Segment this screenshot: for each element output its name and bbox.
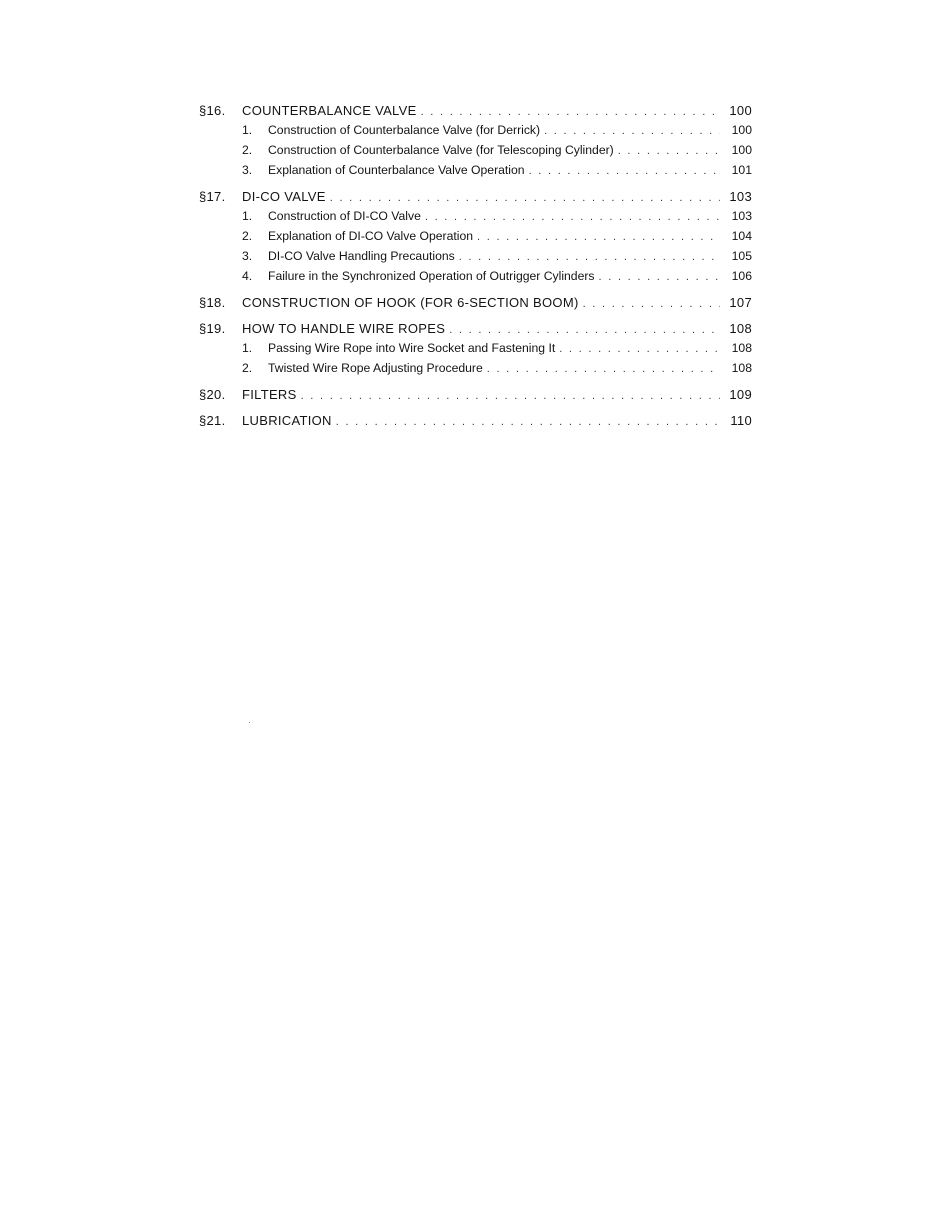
item-title: Construction of Counterbalance Valve (for Telescoping Cylinder) xyxy=(268,143,614,157)
page-number: 100 xyxy=(731,143,752,157)
page-number: 105 xyxy=(731,249,752,263)
item-number: 3. xyxy=(242,249,253,263)
toc-item[interactable] xyxy=(199,163,752,183)
item-title: Failure in the Synchronized Operation of Outrigger Cylinders xyxy=(268,269,595,283)
page-number: 110 xyxy=(730,413,752,428)
item-title: Construction of DI-CO Valve xyxy=(268,209,421,223)
dot-leader xyxy=(336,416,720,428)
section-title: FILTERS xyxy=(242,387,297,402)
page-number: 104 xyxy=(731,229,752,243)
section-number: §16. xyxy=(199,103,226,118)
toc-section-17[interactable] xyxy=(199,189,752,209)
item-number: 4. xyxy=(242,269,253,283)
dot-leader xyxy=(425,211,720,223)
item-number: 2. xyxy=(242,143,253,157)
dot-leader xyxy=(559,343,720,355)
dot-leader xyxy=(487,363,720,375)
item-title: Explanation of Counterbalance Valve Operation xyxy=(268,163,525,177)
item-title: Passing Wire Rope into Wire Socket and Fastening It xyxy=(268,341,556,355)
page-number: 109 xyxy=(729,387,752,402)
toc-section-21[interactable] xyxy=(199,413,752,433)
section-number: §21. xyxy=(199,413,226,428)
scan-speck xyxy=(249,722,250,723)
toc-item[interactable] xyxy=(199,143,752,163)
toc-item[interactable] xyxy=(199,361,752,381)
toc-item[interactable] xyxy=(199,229,752,249)
page-number: 103 xyxy=(729,189,752,204)
item-number: 1. xyxy=(242,209,253,223)
section-title: LUBRICATION xyxy=(242,413,332,428)
section-title: DI-CO VALVE xyxy=(242,189,326,204)
item-number: 1. xyxy=(242,123,253,137)
toc-section-16[interactable] xyxy=(199,103,752,123)
dot-leader xyxy=(301,390,720,402)
dot-leader xyxy=(330,192,720,204)
item-number: 3. xyxy=(242,163,253,177)
dot-leader xyxy=(421,106,720,118)
page-number: 108 xyxy=(731,361,752,375)
toc-item[interactable] xyxy=(199,249,752,269)
dot-leader xyxy=(544,125,720,137)
toc-section-20[interactable] xyxy=(199,387,752,407)
page-number: 108 xyxy=(729,321,752,336)
toc-item[interactable] xyxy=(199,123,752,143)
dot-leader xyxy=(583,298,720,310)
section-number: §17. xyxy=(199,189,226,204)
toc-item[interactable] xyxy=(199,209,752,229)
toc-section-19[interactable] xyxy=(199,321,752,341)
section-number: §18. xyxy=(199,295,226,310)
toc-item[interactable] xyxy=(199,341,752,361)
page-number: 103 xyxy=(731,209,752,223)
section-number: §20. xyxy=(199,387,226,402)
page-number: 108 xyxy=(731,341,752,355)
dot-leader xyxy=(599,271,720,283)
page-number: 100 xyxy=(729,103,752,118)
table-of-contents xyxy=(199,103,752,433)
item-title: DI-CO Valve Handling Precautions xyxy=(268,249,455,263)
item-number: 2. xyxy=(242,229,253,243)
dot-leader xyxy=(618,145,720,157)
item-title: Explanation of DI-CO Valve Operation xyxy=(268,229,474,243)
item-number: 1. xyxy=(242,341,253,355)
section-title: HOW TO HANDLE WIRE ROPES xyxy=(242,321,446,336)
dot-leader xyxy=(459,251,720,263)
item-title: Construction of Counterbalance Valve (for Derrick) xyxy=(268,123,541,137)
toc-item[interactable] xyxy=(199,269,752,289)
dot-leader xyxy=(529,165,720,177)
toc-section-18[interactable] xyxy=(199,295,752,315)
section-title: COUNTERBALANCE VALVE xyxy=(242,103,417,118)
item-title: Twisted Wire Rope Adjusting Procedure xyxy=(268,361,483,375)
page-number: 101 xyxy=(731,163,752,177)
section-number: §19. xyxy=(199,321,226,336)
page-number: 100 xyxy=(731,123,752,137)
dot-leader xyxy=(449,324,720,336)
section-title: CONSTRUCTION OF HOOK (FOR 6-SECTION BOOM) xyxy=(242,295,579,310)
page-number: 107 xyxy=(729,295,752,310)
dot-leader xyxy=(477,231,720,243)
page-number: 106 xyxy=(731,269,752,283)
item-number: 2. xyxy=(242,361,253,375)
